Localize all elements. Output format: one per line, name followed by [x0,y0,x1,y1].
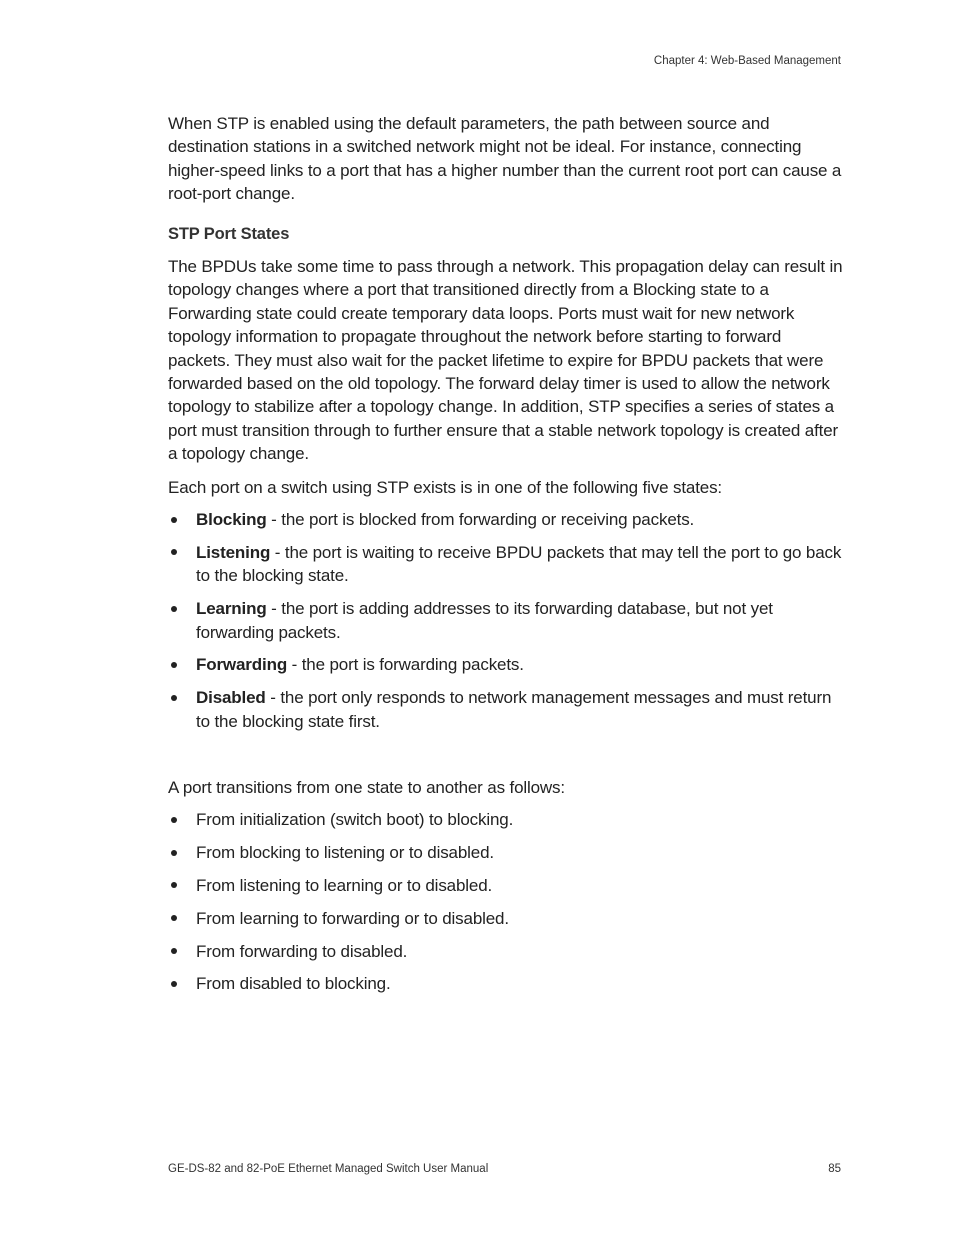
list-item: From learning to forwarding or to disabled. [168,907,844,930]
list-item: From forwarding to disabled. [168,940,844,963]
intro-paragraph: When STP is enabled using the default parameters, the path between source and destination stations in a switched network might not be ideal. For instance, connecting higher-speed links to a port that has a higher number than the current root port can cause a root-port change. [168,114,842,204]
list-item: From disabled to blocking. [168,972,844,995]
list-item: From initialization (switch boot) to blocking. [168,808,844,831]
running-header: Chapter 4: Web-Based Management [653,55,841,67]
state-term: Disabled [196,688,266,708]
state-description: - the port is forwarding packets. [287,655,524,675]
state-term: Blocking [196,510,267,530]
state-description: - the port is adding addresses to its forwarding database, but not yet forwarding packets. [196,599,773,642]
state-term: Forwarding [196,655,288,675]
state-term: Listening [196,542,271,562]
list-item [168,597,844,644]
page-number: 85 [828,1163,841,1175]
list-item: From listening to learning or to disabled. [168,874,844,897]
list-item [168,541,844,588]
state-description: - the port is blocked from forwarding or receiving packets. [266,510,695,530]
list-item: From blocking to listening or to disabled. [168,841,844,864]
state-term: Learning [196,599,267,619]
bpdu-paragraph: The BPDUs take some time to pass through a network. This propagation delay can result in topology changes where a port that transitioned directly from a Blocking state to a Forwarding state could create temporary data loops. Ports must wait for new network topology information to propagate throughout the network before starting to forward packets. They must also wait for the packet lifetime to expire for BPDU packets that were forwarded based on the old topology. The forward delay timer is used to allow the network topology to stabilize after a topology change. In addition, STP specifies a series of states a port must transition through to further ensure that a stable network topology is created after a topology change. [168,257,843,464]
state-description: - the port is waiting to receive BPDU packets that may tell the port to go back to the blocking state. [196,542,842,586]
page-content [168,112,844,1005]
states-intro: Each port on a switch using STP exists is in one of the following five states: [168,477,722,497]
list-item [168,508,844,531]
list-item [168,686,844,733]
port-states-list [168,508,844,733]
transitions-list [168,808,844,995]
list-item [168,653,844,676]
footer-manual-title: GE-DS-82 and 82-PoE Ethernet Managed Switch User Manual [168,1163,489,1175]
section-heading: STP Port States [168,224,290,243]
state-description: - the port only responds to network management messages and must return to the blocking state first. [196,688,832,731]
transitions-intro: A port transitions from one state to another as follows: [168,777,565,797]
